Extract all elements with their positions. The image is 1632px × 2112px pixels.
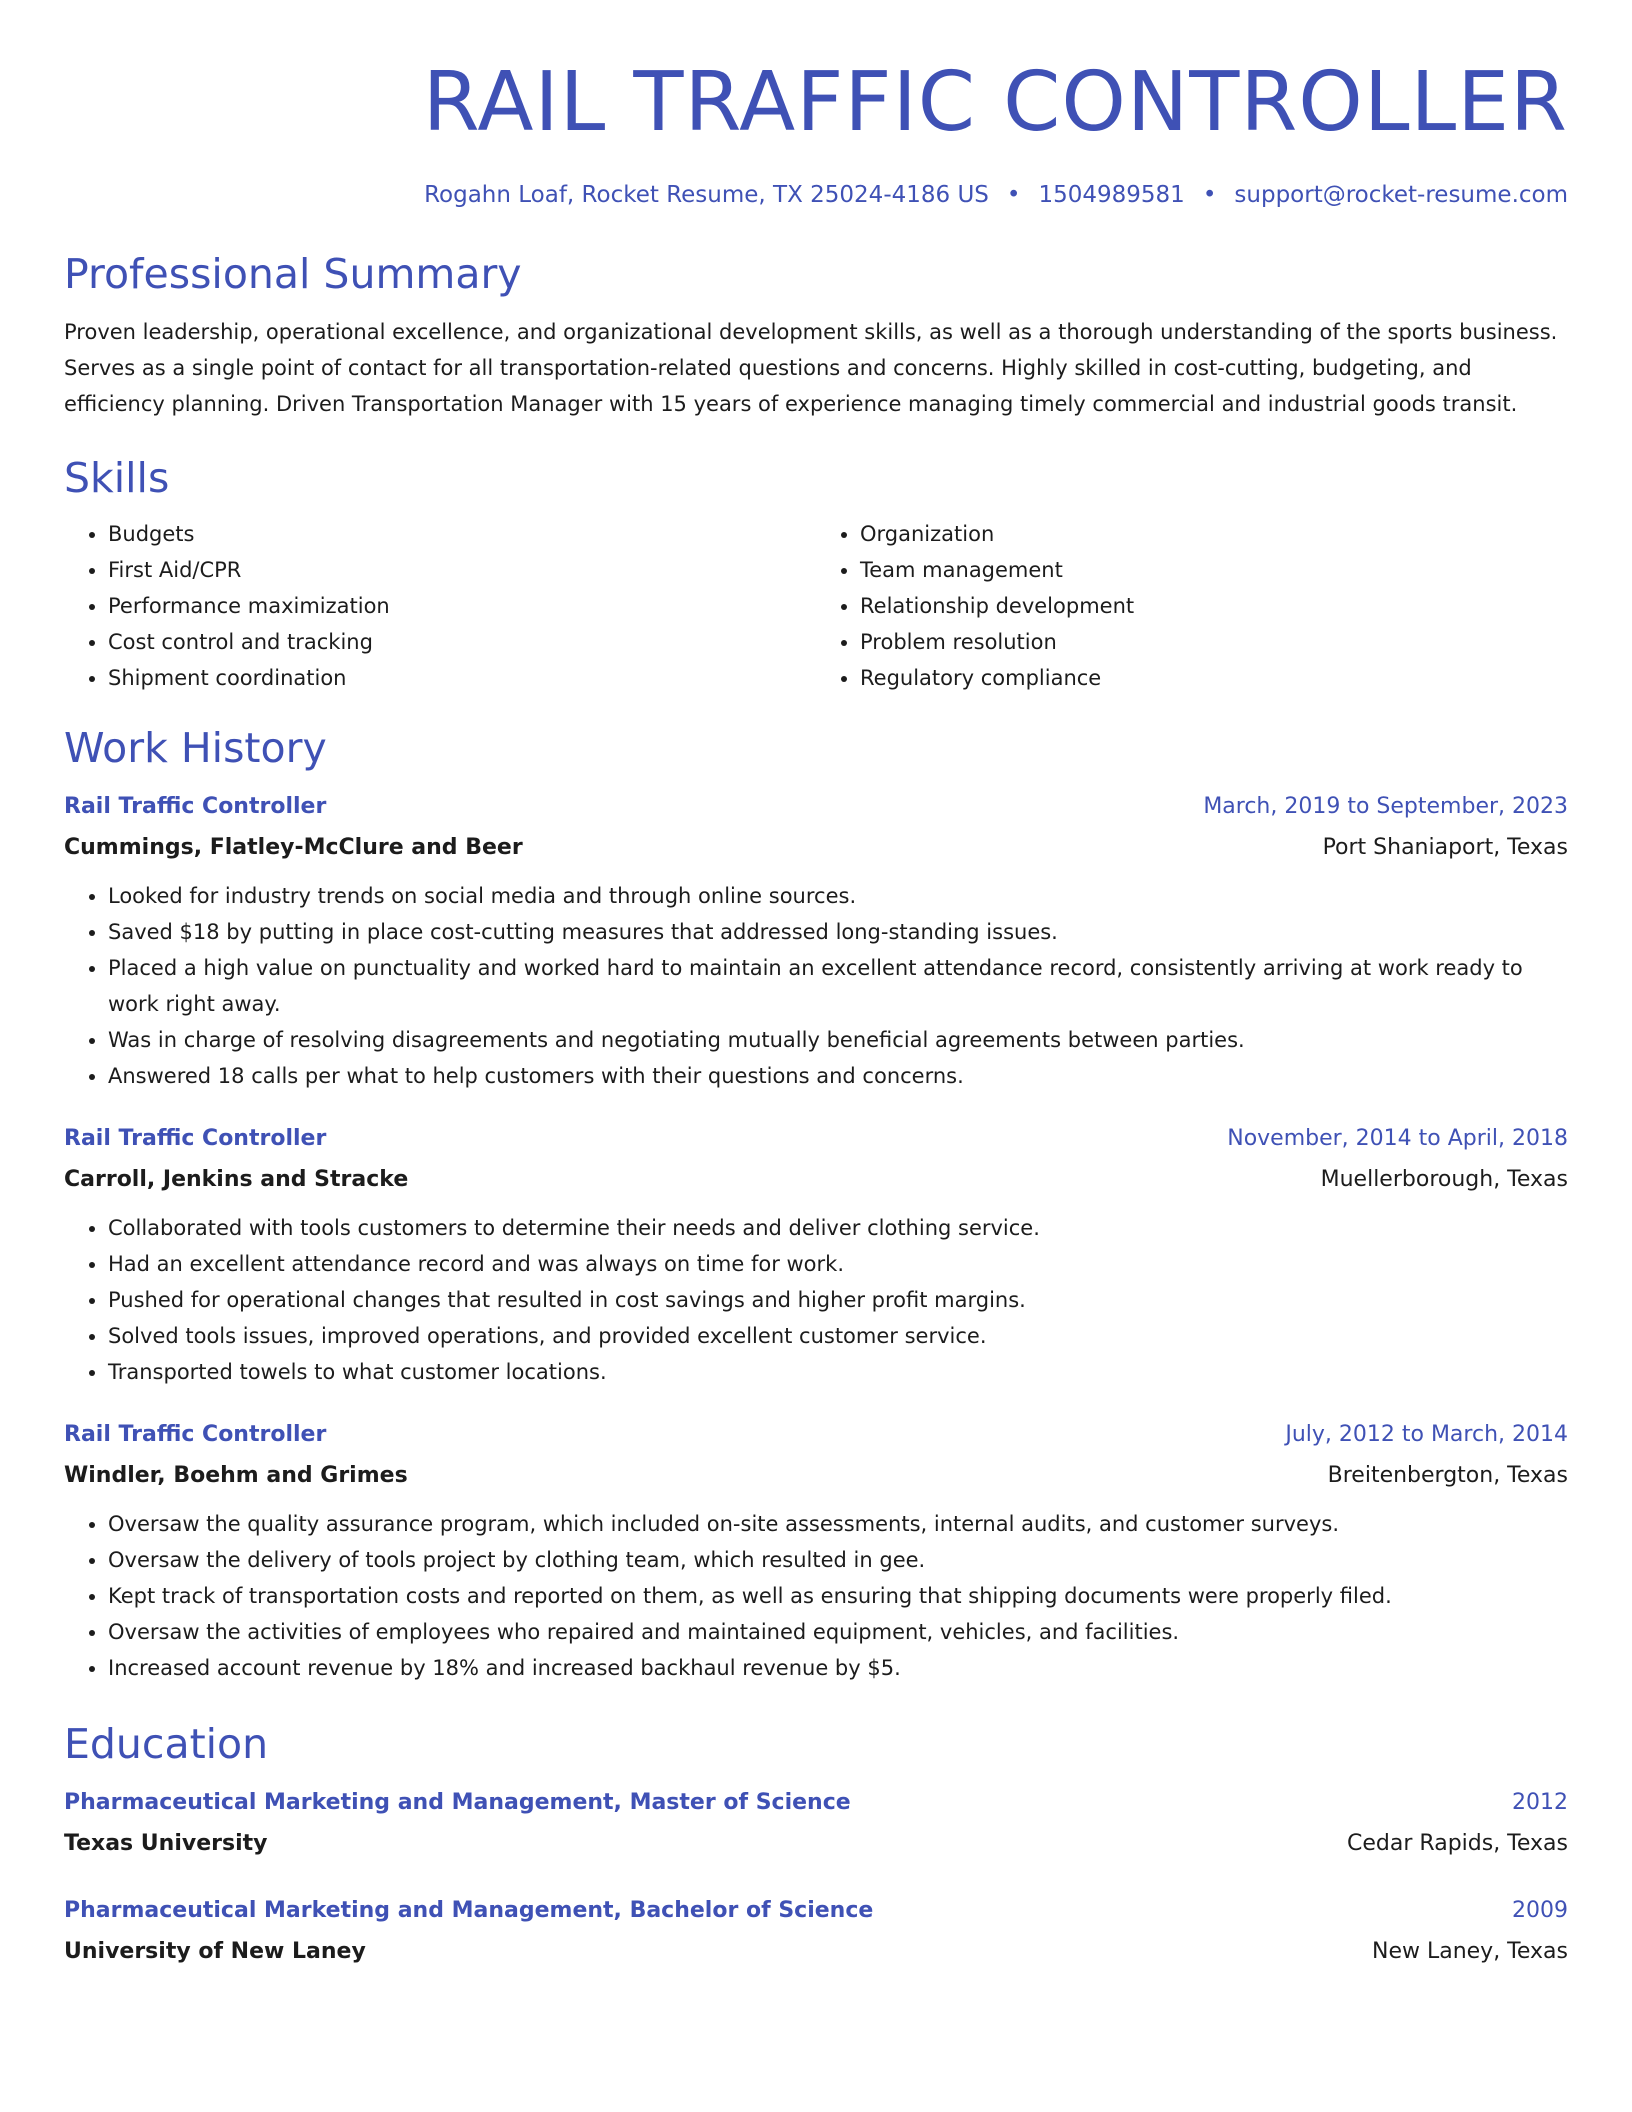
education-degree-row (64, 1786, 1568, 1820)
job-location: Port Shaniaport, Texas (1322, 835, 1568, 860)
job-title-row (64, 1418, 1568, 1452)
job-bullet: • Kept track of transportation costs and reported on them, as well as ensuring that shipping documents were properly filed. (108, 1578, 1568, 1614)
job-bullets (64, 878, 1568, 1094)
skill-item: • Team management (860, 552, 1568, 588)
contact-address: Rogahn Loaf, Rocket Resume, TX 25024-4186 US (424, 182, 989, 208)
education-degree: Pharmaceutical Marketing and Management, Bachelor of Science (64, 1898, 874, 1923)
work-history-heading: Work History (64, 724, 327, 772)
job-location: Muellerborough, Texas (1320, 1167, 1568, 1192)
job-bullet: • Pushed for operational changes that resulted in cost savings and higher profit margins. (108, 1282, 1568, 1318)
education-location: Cedar Rapids, Texas (1347, 1831, 1568, 1856)
skill-item: • Regulatory compliance (860, 660, 1568, 696)
contact-separator: • (1202, 182, 1217, 208)
job-entry (64, 790, 1568, 1094)
job-bullet: • Oversaw the activities of employees who repaired and maintained equipment, vehicles, and facilities. (108, 1614, 1568, 1650)
skill-item: • Relationship development (860, 588, 1568, 624)
job-bullet: • Collaborated with tools customers to determine their needs and deliver clothing service. (108, 1210, 1568, 1246)
job-bullet: • Was in charge of resolving disagreements and negotiating mutually beneficial agreements between parties. (108, 1022, 1568, 1058)
skills-list (64, 516, 1568, 696)
job-bullet: • Had an excellent attendance record and was always on time for work. (108, 1246, 1568, 1282)
education-school: Texas University (64, 1831, 268, 1856)
job-entry (64, 1418, 1568, 1686)
job-dates: July, 2012 to March, 2014 (1285, 1422, 1568, 1447)
education-degree: Pharmaceutical Marketing and Management, Master of Science (64, 1790, 851, 1815)
summary-heading: Professional Summary (64, 250, 522, 298)
job-company-row (64, 1162, 1568, 1198)
job-location: Breitenbergton, Texas (1327, 1463, 1568, 1488)
skill-item: • Budgets (108, 516, 816, 552)
job-title-row (64, 790, 1568, 824)
education-year: 2012 (1512, 1790, 1568, 1815)
job-company: Carroll, Jenkins and Stracke (64, 1167, 409, 1192)
contact-line (64, 182, 1568, 208)
skill-item: • Cost control and tracking (108, 624, 816, 660)
job-entry (64, 1122, 1568, 1390)
job-bullets (64, 1506, 1568, 1686)
job-bullet: • Looked for industry trends on social media and through online sources. (108, 878, 1568, 914)
skill-item: • Performance maximization (108, 588, 816, 624)
job-bullet: • Oversaw the quality assurance program, which included on-site assessments, internal audits, and customer surveys. (108, 1506, 1568, 1542)
education-school-row (64, 1934, 1568, 1970)
job-dates: November, 2014 to April, 2018 (1227, 1126, 1568, 1151)
education-entry (64, 1894, 1568, 1970)
job-bullet: • Transported towels to what customer locations. (108, 1354, 1568, 1390)
resume-name: RAIL TRAFFIC CONTROLLER (422, 55, 1568, 150)
skills-heading: Skills (64, 454, 170, 502)
education-year: 2009 (1512, 1898, 1568, 1923)
job-company: Cummings, Flatley-McClure and Beer (64, 835, 523, 860)
job-bullet: • Saved $18 by putting in place cost-cutting measures that addressed long-standing issues. (108, 914, 1568, 950)
job-title: Rail Traffic Controller (64, 1126, 327, 1151)
job-dates: March, 2019 to September, 2023 (1203, 794, 1568, 819)
job-company-row (64, 830, 1568, 866)
job-bullet: • Placed a high value on punctuality and worked hard to maintain an excellent attendance record, consistently arriving at work ready to work right away. (108, 950, 1568, 1022)
skill-item: • Problem resolution (860, 624, 1568, 660)
job-title: Rail Traffic Controller (64, 794, 327, 819)
skill-item: • First Aid/CPR (108, 552, 816, 588)
skills-column-right (816, 516, 1568, 696)
job-bullet: • Increased account revenue by 18% and increased backhaul revenue by $5. (108, 1650, 1568, 1686)
job-company-row (64, 1458, 1568, 1494)
skills-column-left (64, 516, 816, 696)
resume-header (64, 0, 1568, 208)
education-degree-row (64, 1894, 1568, 1928)
job-bullet: • Answered 18 calls per what to help customers with their questions and concerns. (108, 1058, 1568, 1094)
education-entry (64, 1786, 1568, 1862)
summary-text: Proven leadership, operational excellence, and organizational development skills, as well as a thorough understanding of the sports business. Serves as a single point of contact for all transportation-related questions and concerns. Highly skilled in cost-cutting, budgeting, and efficiency planning. Driven Transportation Manager with 15 years of experience managing timely commercial and industrial goods transit. (64, 320, 1558, 416)
job-bullet: • Oversaw the delivery of tools project by clothing team, which resulted in gee. (108, 1542, 1568, 1578)
education-location: New Laney, Texas (1371, 1939, 1568, 1964)
education-school-row (64, 1826, 1568, 1862)
skill-item: • Shipment coordination (108, 660, 816, 696)
contact-email: support@rocket-resume.com (1234, 182, 1568, 208)
job-bullets (64, 1210, 1568, 1390)
education-school: University of New Laney (64, 1939, 366, 1964)
job-title-row (64, 1122, 1568, 1156)
education-heading: Education (64, 1720, 269, 1768)
contact-separator: • (1006, 182, 1021, 208)
skill-item: • Organization (860, 516, 1568, 552)
job-title: Rail Traffic Controller (64, 1422, 327, 1447)
job-bullet: • Solved tools issues, improved operations, and provided excellent customer service. (108, 1318, 1568, 1354)
job-company: Windler, Boehm and Grimes (64, 1463, 408, 1488)
contact-phone: 1504989581 (1038, 182, 1185, 208)
